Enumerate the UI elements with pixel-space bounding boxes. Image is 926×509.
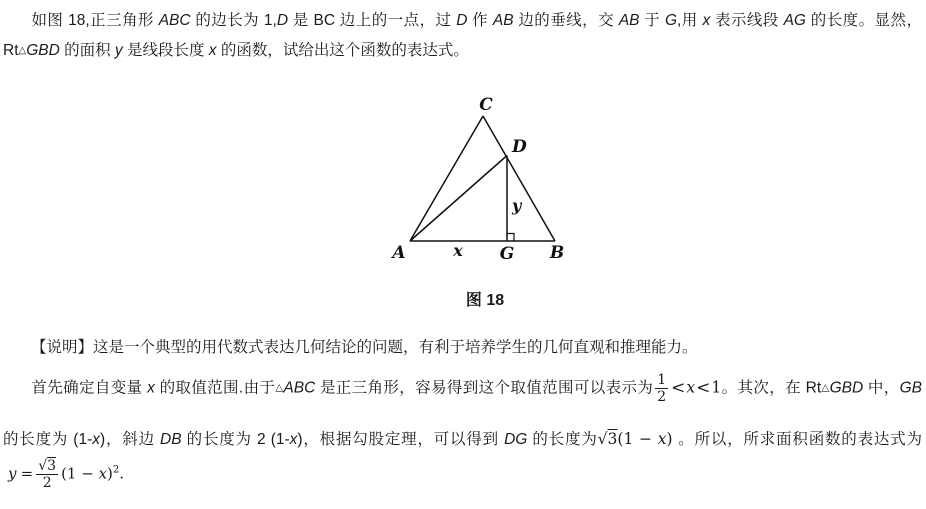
var-DG: DG — [504, 431, 528, 448]
number-one: 1 — [711, 378, 722, 397]
text-run: ,用 — [677, 12, 703, 29]
note-paragraph — [3, 336, 922, 360]
var-G: G — [664, 12, 678, 29]
side-CB — [483, 116, 555, 241]
text-run: 中， — [863, 379, 900, 397]
var-x: x — [702, 12, 711, 29]
math-text: (1 − — [617, 430, 658, 448]
less-than-sign: < — [671, 377, 686, 398]
explanation-line2 — [3, 427, 922, 452]
explanation-line1 — [3, 372, 922, 405]
vertex-label-A: A — [392, 243, 406, 263]
triangle-figure — [385, 93, 585, 271]
text-run: 表示线段 — [710, 12, 784, 29]
text-run: 是 BC 边上的一点，过 — [288, 12, 457, 29]
var-x: x — [92, 431, 101, 448]
text-run: 的长度为 — [527, 431, 598, 448]
vertex-label-D: D — [512, 137, 527, 157]
fraction-numerator — [36, 458, 58, 475]
var-GB: GB — [899, 379, 922, 397]
text-run: 。所以，所求面积函数的表达式为 — [678, 431, 923, 448]
fraction-denominator: 2 — [657, 389, 667, 406]
radical-sign: √ — [597, 430, 608, 448]
var-D: D — [456, 12, 468, 29]
radicand-3: 3 — [607, 430, 618, 448]
text-run: 是正三角形，容易得到这个取值范围可以表示为 — [315, 379, 654, 397]
triangle-symbol: △ — [18, 45, 27, 56]
side-AC — [410, 116, 483, 241]
text-run: 的面积 — [59, 42, 115, 59]
fraction-denominator: 2 — [42, 475, 52, 492]
text-run: 边的垂线，交 — [513, 12, 619, 29]
text-run: 的函数，试给出这个函数的表达式。 — [216, 42, 469, 59]
fraction-numerator: 1 — [657, 372, 667, 388]
var-y: y — [114, 42, 123, 59]
var-ABC: ABC — [158, 12, 191, 29]
text-run: )，斜边 — [100, 431, 160, 448]
formula-lhs-y: y — [8, 464, 17, 483]
text-run: 的长度为 2 (1- — [181, 431, 290, 448]
var-GBD: GBD — [829, 379, 864, 397]
triangle-symbol: △ — [275, 382, 284, 394]
segment-AD — [410, 156, 507, 242]
text-run: 【说明】这是一个典型的用代数式表达几何结论的问题，有利于培养学生的几何直观和推理能力。 — [31, 339, 698, 356]
text-run: 于 — [639, 12, 665, 29]
sqrt-3-expression — [598, 430, 618, 448]
fraction-one-half — [655, 372, 668, 405]
exponent-2: 2 — [112, 464, 120, 476]
text-run: 的边长为 1, — [190, 12, 277, 29]
text-run: 的长度。显然， — [805, 12, 922, 29]
var-ABC: ABC — [283, 379, 316, 397]
problem-text-line1 — [3, 9, 922, 33]
math-text: ) — [666, 430, 679, 448]
radicand-3: 3 — [47, 458, 57, 474]
text-run: 的长度为 (1- — [3, 431, 93, 448]
text-run: 是线段长度 — [122, 42, 209, 59]
text-run: )，根据勾股定理，可以得到 — [297, 431, 505, 448]
open-paren: (1 − — [61, 464, 99, 483]
var-x: x — [289, 431, 298, 448]
var-D: D — [276, 12, 289, 29]
area-formula — [8, 458, 124, 491]
var-DB: DB — [160, 431, 182, 448]
length-label-y: y — [512, 196, 522, 215]
period: . — [119, 464, 125, 483]
text-run: Rt — [3, 42, 19, 59]
right-angle-mark — [507, 234, 514, 242]
var-GBD: GBD — [26, 42, 60, 59]
text-run: 作 — [467, 12, 493, 29]
var-AB: AB — [618, 12, 640, 29]
problem-text-line2 — [3, 39, 922, 63]
fraction-sqrt3-over-2 — [36, 458, 58, 491]
var-AB: AB — [492, 12, 514, 29]
equals-sign: = — [20, 464, 34, 483]
var-x: x — [147, 379, 155, 397]
close-paren: ) — [107, 464, 113, 483]
triangle-symbol: △ — [821, 382, 830, 394]
vertex-label-G: G — [499, 244, 515, 264]
vertex-label-B: B — [549, 243, 565, 263]
text-run: 的取值范围.由于 — [154, 379, 276, 397]
text-run: 如图 18,正三角形 — [31, 12, 159, 29]
less-than-sign: < — [696, 377, 711, 398]
var-x: x — [98, 464, 108, 483]
var-AG: AG — [783, 12, 806, 29]
var-x: x — [208, 42, 217, 59]
figure-caption: 图 18 — [465, 292, 505, 309]
text-run: 首先确定自变量 — [31, 379, 148, 397]
radical-sign: √ — [38, 458, 48, 474]
var-x: x — [657, 430, 667, 448]
text-run: 。其次，在 Rt — [721, 379, 822, 397]
vertex-label-C: C — [479, 95, 493, 115]
var-x: x — [686, 378, 696, 397]
length-label-x: x — [453, 241, 463, 260]
